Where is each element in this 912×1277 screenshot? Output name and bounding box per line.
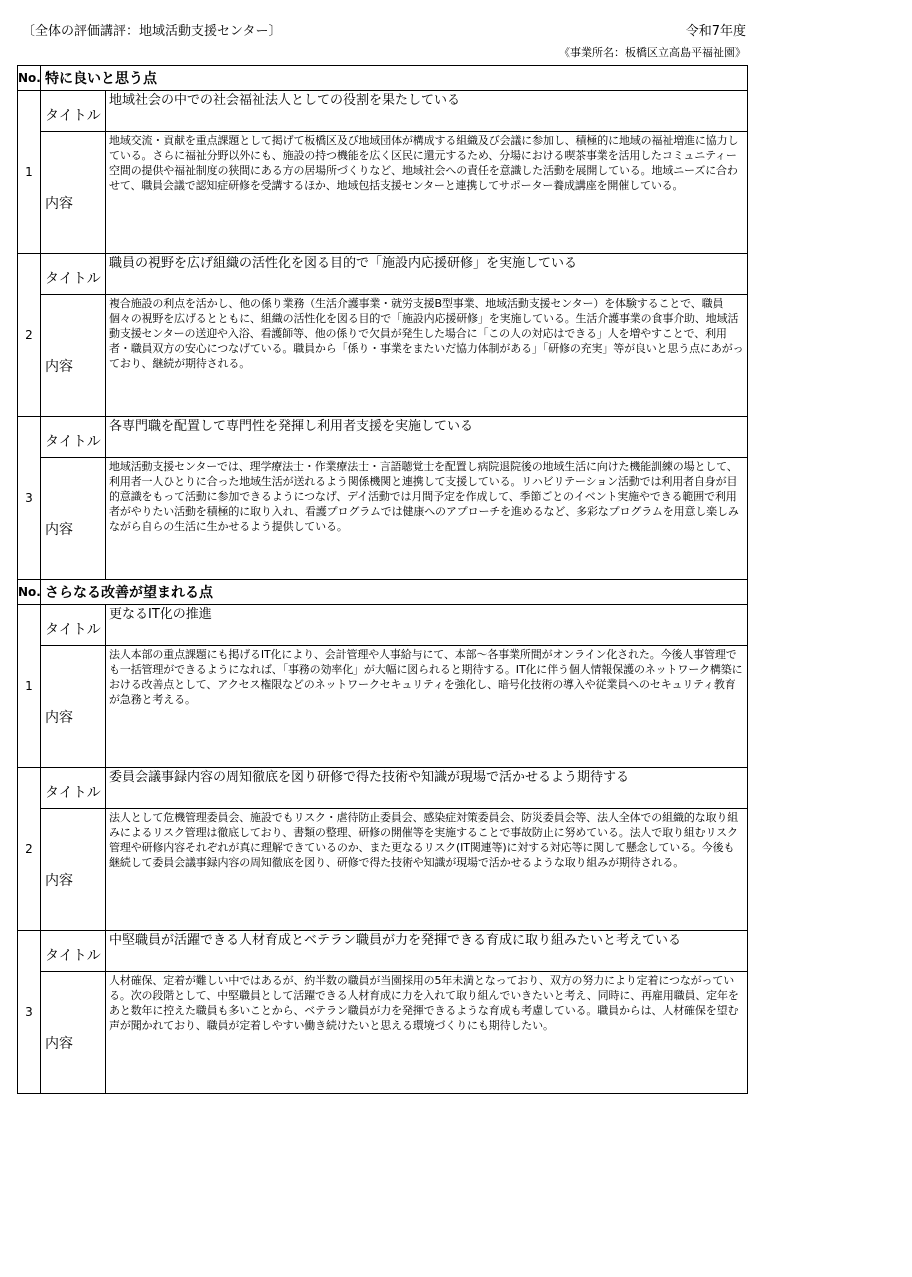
item-title: 更なるIT化の推進 [106, 605, 748, 646]
title-label: タイトル [41, 91, 106, 132]
item-title-row [18, 605, 748, 646]
no-label: No. [18, 580, 41, 605]
no-label: No. [18, 66, 41, 91]
item-content-row [18, 972, 748, 1094]
title-label: タイトル [41, 605, 106, 646]
item-title: 職員の視野を広げ組織の活性化を図る目的で「施設内応援研修」を実施している [106, 254, 748, 295]
document-heading: 〔全体の評価講評：地域活動支援センター〕 [22, 24, 282, 39]
item-number: 3 [18, 417, 41, 580]
item-title-row [18, 91, 748, 132]
item-content: 人材確保、定着が難しい中ではあるが、約半数の職員が当園採用の5年未満となっており、双方の努力により定着につながっている。次の段階として、中堅職員として活躍できる人材育成に力を入れて取り組んでいきたいと考え、同時に、再雇用職員、定年をあと数年に控えた職員も多いことから、ベテラン職員が力を発揮できるような育成も考慮している。職員からは、人材確保を望む声が聞かれており、職員が定着しやすい働き続けたいと思える環境づくりにも期待したい。 [106, 972, 748, 1094]
item-title: 各専門職を配置して専門性を発揮し利用者支援を実施している [106, 417, 748, 458]
item-number: 1 [18, 605, 41, 768]
item-title-row [18, 254, 748, 295]
content-label: 内容 [41, 132, 106, 254]
content-label: 内容 [41, 809, 106, 931]
content-label: 内容 [41, 646, 106, 768]
title-label: タイトル [41, 768, 106, 809]
section-title-improvements: さらなる改善が望まれる点 [41, 580, 748, 605]
title-label: タイトル [41, 417, 106, 458]
fiscal-year: 令和7年度 [685, 24, 746, 39]
section-header-good [18, 66, 748, 91]
content-label: 内容 [41, 458, 106, 580]
item-content: 複合施設の利点を活かし、他の係り業務（生活介護事業・就労支援B型事業、地域活動支援センター）を体験することで、職員個々の視野を広げるとともに、組織の活性化を図る目的で「施設内応援研修」を実施している。生活介護事業の食事介助、地域活動支援センターの送迎や入浴、看護師等、他の係りで欠員が発生した場合に「この人の対応はできる」人を増やすことで、利用者・職員双方の安心につなげている。職員から「係り・事業をまたいだ協力体制がある」「研修の充実」等が良いと思う点にあがっており、継続が期待される。 [106, 295, 748, 417]
item-content: 法人本部の重点課題にも掲げるIT化により、会計管理や人事給与にて、本部～各事業所間がオンライン化された。今後人事管理でも一括管理ができるようになれば、「事務の効率化」が大幅に図られると期待する。IT化に伴う個人情報保護のネットワーク構築における改善点として、アクセス権限などのネットワークセキュリティを強化し、暗号化技術の導入や従業員へのセキュリティ教育が急務と考える。 [106, 646, 748, 768]
item-title-row [18, 417, 748, 458]
item-content: 地域活動支援センターでは、理学療法士・作業療法士・言語聴覚士を配置し病院退院後の地域生活に向けた機能訓練の場として、利用者一人ひとりに合った地域生活が送れるよう関係機関と連携して支援している。リハビリテーション活動では利用者自身が目的意識をもって活動に参加できるようにつなげ、デイ活動では月間予定を作成して、季節ごとのイベント実施やできる範囲で利用者がやりたい活動を積極的に取り入れ、看護プログラムでは健康へのアプローチを進めるなど、多彩なプログラムを用意し楽しみながら自らの生活に生かせるよう提供している。 [106, 458, 748, 580]
item-content-row [18, 646, 748, 768]
item-content: 地域交流・貢献を重点課題として掲げて板橋区及び地域団体が構成する組織及び会議に参加し、積極的に地域の福祉増進に協力している。さらに福祉分野以外にも、施設の持つ機能を広く区民に還元するため、分場における喫茶事業を活用したコミュニティー空間の提供や福祉制度の狭間にある方の居場所づくりなど、地域社会への責任を意識した活動を展開している。地域ニーズに合わせて、職員会議で認知症研修を受講するほか、地域包括支援センターと連携してサポーター養成講座を開催している。 [106, 132, 748, 254]
evaluation-table [17, 65, 748, 1094]
item-title-row [18, 768, 748, 809]
item-title: 地域社会の中での社会福祉法人としての役割を果たしている [106, 91, 748, 132]
item-content: 法人として危機管理委員会、施設でもリスク・虐待防止委員会、感染症対策委員会、防災委員会等、法人全体での組織的な取り組みによるリスク管理は徹底しており、書類の整理、研修の開催等を実施することで事故防止に努めている。法人で取り組むリスク管理や研修内容それぞれが真に理解できているのか、また更なるリスク(IT関連等)に対する対応等に関して懸念している。今後も継続して委員会議事録内容の周知徹底を図り、研修で得た技術や知識が現場で活かせるような取り組みが期待される。 [106, 809, 748, 931]
item-number: 1 [18, 91, 41, 254]
section-title-good: 特に良いと思う点 [41, 66, 748, 91]
title-label: タイトル [41, 931, 106, 972]
office-name: 《事業所名：板橋区立高島平福祉園》 [559, 46, 746, 59]
item-title: 委員会議事録内容の周知徹底を図り研修で得た技術や知識が現場で活かせるよう期待する [106, 768, 748, 809]
content-label: 内容 [41, 972, 106, 1094]
title-label: タイトル [41, 254, 106, 295]
content-label: 内容 [41, 295, 106, 417]
section-header-improvements [18, 580, 748, 605]
item-content-row [18, 809, 748, 931]
item-content-row [18, 458, 748, 580]
item-content-row [18, 295, 748, 417]
item-content-row [18, 132, 748, 254]
item-number: 2 [18, 768, 41, 931]
item-title: 中堅職員が活躍できる人材育成とベテラン職員が力を発揮できる育成に取り組みたいと考えている [106, 931, 748, 972]
item-number: 2 [18, 254, 41, 417]
item-number: 3 [18, 931, 41, 1094]
item-title-row [18, 931, 748, 972]
